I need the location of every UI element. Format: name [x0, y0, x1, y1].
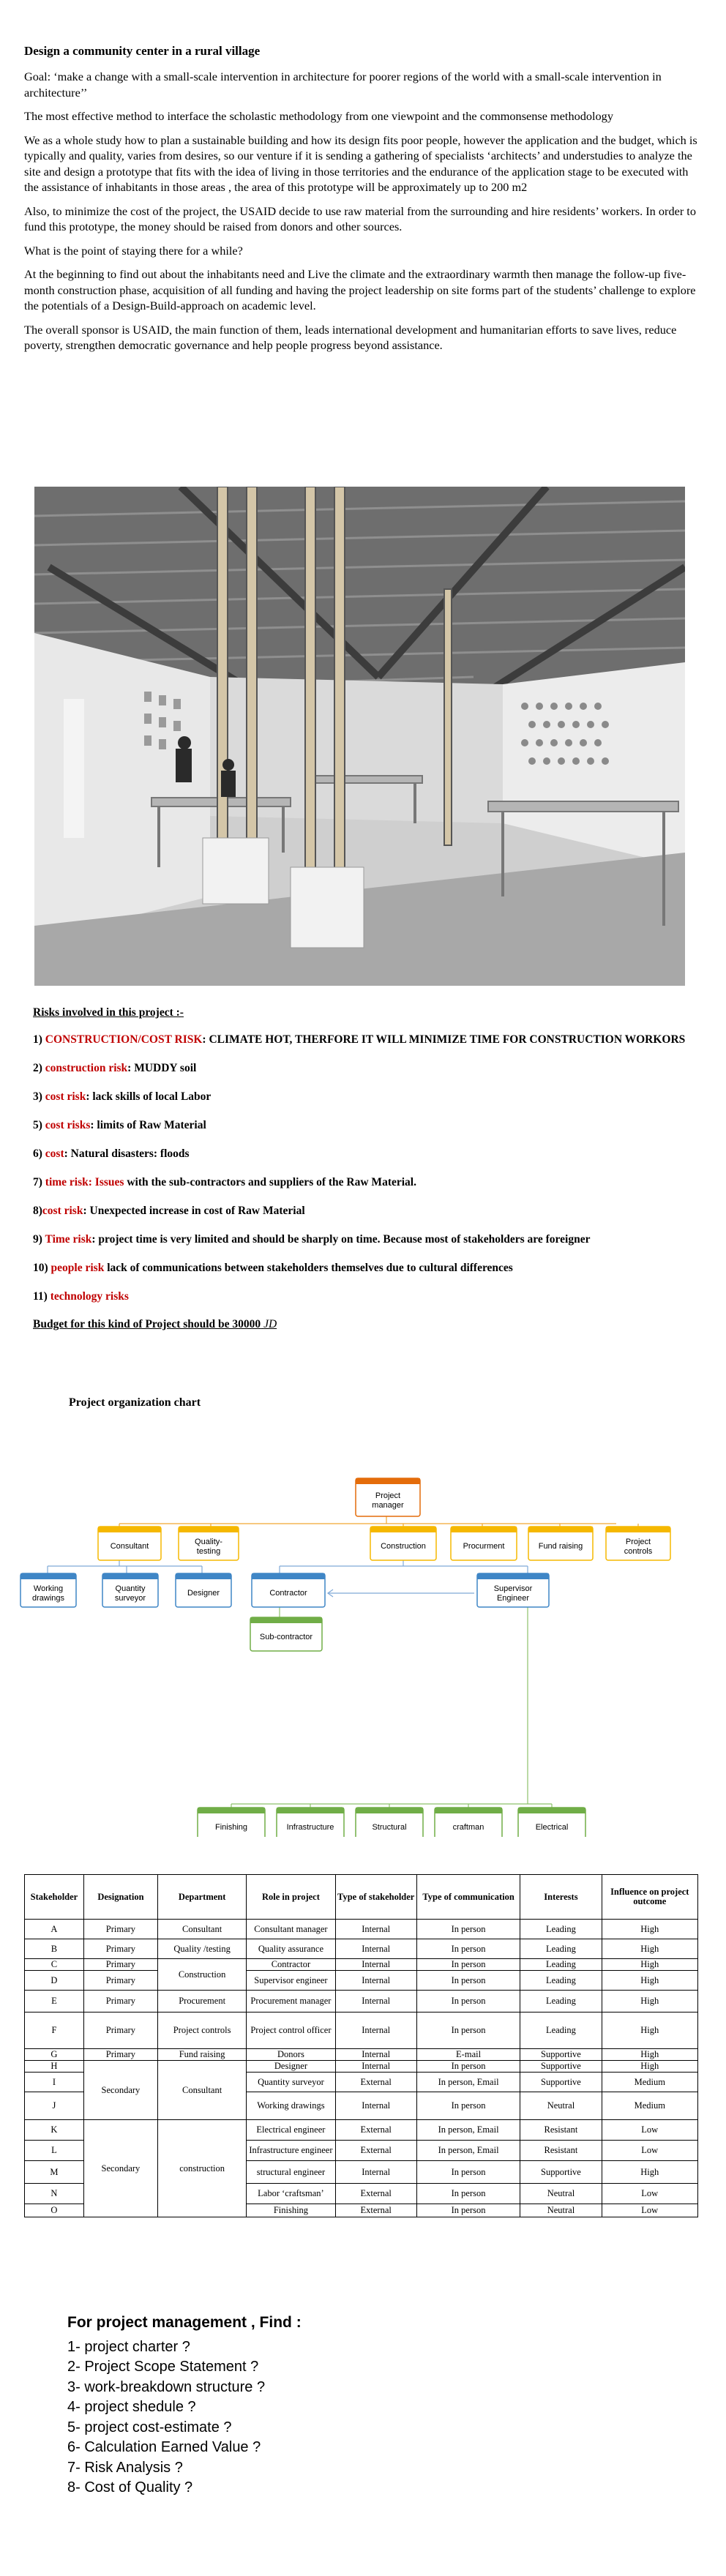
org-node-project-controls — [606, 1527, 670, 1560]
table-row: D Primary Supervisor engineer Internal In person Leading High — [25, 1971, 698, 1991]
risk-item: 1) CONSTRUCTION/COST RISK: CLIMATE HOT, THERFORE IT WILL MINIMIZE TIME FOR CONSTRUCTION WORKORS — [33, 1033, 686, 1046]
org-node-infrastructure — [277, 1808, 344, 1837]
svg-text:Construction: Construction — [381, 1542, 426, 1551]
svg-text:controls: controls — [624, 1547, 653, 1556]
org-node-construction — [370, 1527, 436, 1560]
table-row: L Infrastructure engineer External In person, Email Resistant Low — [25, 2141, 698, 2161]
risks-section — [33, 1006, 692, 1331]
org-node-quality-testing — [179, 1527, 239, 1560]
risk-item: 9) Time risk: project time is very limited and should be sharply on time. Because most of stakeholders are foreigner — [33, 1233, 591, 1246]
paragraph-beginning: At the beginning to find out about the inhabitants need and Live the climate and the extraordinary warmth then manage the follow-up five-month construction phase, acquisition of all funding and having the project leadership on site forms part of the students’ challenge to explore the potentials of a Design-Build-approach on academic level. — [24, 267, 696, 312]
task-item: 8- Cost of Quality ? — [67, 2479, 193, 2496]
org-node-working-drawings — [20, 1573, 76, 1607]
col-designation: Designation — [83, 1875, 157, 1920]
table-row: N Labor ‘craftsman’ External In person Neutral Low — [25, 2184, 698, 2204]
risk-item: 6) cost: Natural disasters: floods — [33, 1147, 190, 1160]
table-row: A Primary Consultant Consultant manager Internal In person Leading High — [25, 1920, 698, 1939]
task-item: 7- Risk Analysis ? — [67, 2459, 183, 2476]
paragraph-method: The most effective method to interface the scholastic methodology from one viewpoint and the commonsense methodology — [24, 109, 613, 123]
risk-item: 11) technology risks — [33, 1290, 129, 1303]
svg-text:Quality-: Quality- — [195, 1538, 222, 1546]
svg-text:Project: Project — [375, 1491, 401, 1500]
risks-title: Risks involved in this project :- — [33, 1006, 184, 1019]
svg-text:Contractor: Contractor — [269, 1589, 307, 1598]
paragraph-goal: Goal: ‘make a change with a small-scale intervention in architecture for poorer regions of the world with a small-scale intervention in architecture’’ — [24, 70, 662, 100]
org-node-electrical — [518, 1808, 585, 1837]
svg-text:manager: manager — [372, 1501, 404, 1510]
svg-text:Designer: Designer — [187, 1589, 220, 1598]
risk-item: 2) construction risk: MUDDY soil — [33, 1062, 197, 1074]
col-role: Role in project — [247, 1875, 335, 1920]
svg-text:Sub-contractor: Sub-contractor — [259, 1633, 313, 1641]
table-row: K Secondary construction Electrical engineer External In person, Email Resistant Low — [25, 2120, 698, 2141]
org-node-procurment — [451, 1527, 517, 1560]
paragraph-question: What is the point of staying there for a while? — [24, 243, 243, 258]
svg-text:Procurment: Procurment — [463, 1542, 505, 1551]
document-body — [24, 0, 705, 362]
stakeholder-table — [24, 1874, 698, 2217]
svg-text:Supervisor: Supervisor — [493, 1584, 533, 1593]
task-item: 2- Project Scope Statement ? — [67, 2359, 259, 2375]
svg-text:Electrical: Electrical — [535, 1823, 569, 1832]
paragraph-cost: Also, to minimize the cost of the project, the USAID decide to use raw material from the surrounding and hire residents’ workers. In order to fund this prototype, the money should be raised from donors and other sources. — [24, 203, 696, 233]
org-node-sub-contractor — [250, 1617, 322, 1651]
tasks-heading: For project management , Find : — [67, 2314, 302, 2331]
org-node-finishing — [198, 1808, 265, 1837]
task-item: 5- project cost-estimate ? — [67, 2419, 232, 2435]
budget-line: Budget for this kind of Project should be 30000 JD — [33, 1318, 277, 1330]
col-stakeholder: Stakeholder — [25, 1875, 84, 1920]
org-node-designer — [176, 1573, 231, 1607]
org-node-project-manager — [356, 1478, 420, 1516]
svg-text:craftman: craftman — [452, 1823, 484, 1832]
table-row: I Quantity surveyor External In person, Email Supportive Medium — [25, 2073, 698, 2092]
col-type-communication: Type of communication — [416, 1875, 520, 1920]
org-node-contractor — [252, 1573, 325, 1607]
svg-text:Fund raising: Fund raising — [538, 1542, 583, 1551]
risk-item: 8)cost risk: Unexpected increase in cost of Raw Material — [33, 1205, 305, 1217]
org-node-supervisor-engineer — [477, 1573, 549, 1607]
svg-text:Finishing: Finishing — [214, 1823, 248, 1832]
tasks-section — [67, 2313, 302, 2498]
col-type-stakeholder: Type of stakeholder — [335, 1875, 416, 1920]
task-item: 3- work-breakdown structure ? — [67, 2378, 266, 2395]
community-center-photo — [34, 487, 685, 986]
org-node-structural — [356, 1808, 423, 1837]
org-node-fund-raising — [528, 1527, 593, 1560]
risk-item: 5) cost risks: limits of Raw Material — [33, 1119, 206, 1131]
document-title: Design a community center in a rural village — [24, 44, 261, 58]
table-row: E Primary Procurement Procurement manager Internal In person Leading High — [25, 1991, 698, 2012]
svg-text:Working: Working — [33, 1584, 64, 1593]
org-node-craftman — [435, 1808, 502, 1837]
svg-text:testing: testing — [196, 1547, 221, 1556]
table-row: F Primary Project controls Project control officer Internal In person Leading High — [25, 2012, 698, 2049]
svg-text:Structural: Structural — [372, 1823, 407, 1832]
risk-item: 7) time risk: Issues with the sub-contractors and suppliers of the Raw Material. — [33, 1176, 416, 1188]
org-node-quantity-surveyor — [102, 1573, 158, 1607]
risk-item: 10) people risk lack of communications between stakeholders themselves due to cultural differences — [33, 1262, 513, 1274]
table-header-row — [25, 1875, 698, 1920]
org-node-consultant — [98, 1527, 161, 1560]
table-row: C Primary Construction Contractor Internal In person Leading High — [25, 1959, 698, 1971]
task-item: 6- Calculation Earned Value ? — [67, 2439, 261, 2455]
org-chart-title: Project organization chart — [69, 1396, 201, 1409]
risk-item: 3) cost risk: lack skills of local Labor — [33, 1090, 212, 1103]
svg-text:Engineer: Engineer — [496, 1594, 530, 1603]
col-influence: Influence on project outcome — [602, 1875, 697, 1920]
task-item: 4- project shedule ? — [67, 2399, 196, 2415]
svg-text:Consultant: Consultant — [110, 1542, 149, 1551]
svg-text:surveyor: surveyor — [114, 1594, 146, 1603]
table-row: B Primary Quality /testing Quality assurance Internal In person Leading High — [25, 1939, 698, 1959]
svg-text:Project: Project — [625, 1538, 651, 1546]
col-interests: Interests — [520, 1875, 602, 1920]
table-row: M structural engineer Internal In person Supportive High — [25, 2161, 698, 2184]
paragraph-sponsor: The overall sponsor is USAID, the main function of them, leads international development and humanitarian efforts to save lives, reduce poverty, strengthen democratic governance and help people progress beyond assistance. — [24, 322, 677, 352]
svg-text:Infrastructure: Infrastructure — [286, 1823, 334, 1832]
svg-text:Quantity: Quantity — [115, 1584, 146, 1593]
col-department: Department — [157, 1875, 246, 1920]
table-row: O Finishing External In person Neutral Low — [25, 2204, 698, 2217]
table-row: J Working drawings Internal In person Neutral Medium — [25, 2092, 698, 2120]
table-row: G Primary Fund raising Donors Internal E-mail Supportive High — [25, 2049, 698, 2061]
paragraph-study: We as a whole study how to plan a sustainable building and how its design fits poor people, however the application and the budget, which is typically and quality, varies from desires, so our venture if it is sending a gathering of specialists ‘architects’ and understudies to analyze the site and design a prototype that fits with the idea of living in those territories and the endurance of the application stage to be executed with the assistance of inhabitants in those areas , the area of this prototype will be approximately up to 200 m2 — [24, 132, 697, 194]
task-item: 1- project charter ? — [67, 2338, 190, 2355]
svg-text:drawings: drawings — [31, 1594, 65, 1603]
table-row: H Secondary Consultant Designer Internal In person Supportive High — [25, 2061, 698, 2073]
org-chart — [0, 1456, 726, 1837]
